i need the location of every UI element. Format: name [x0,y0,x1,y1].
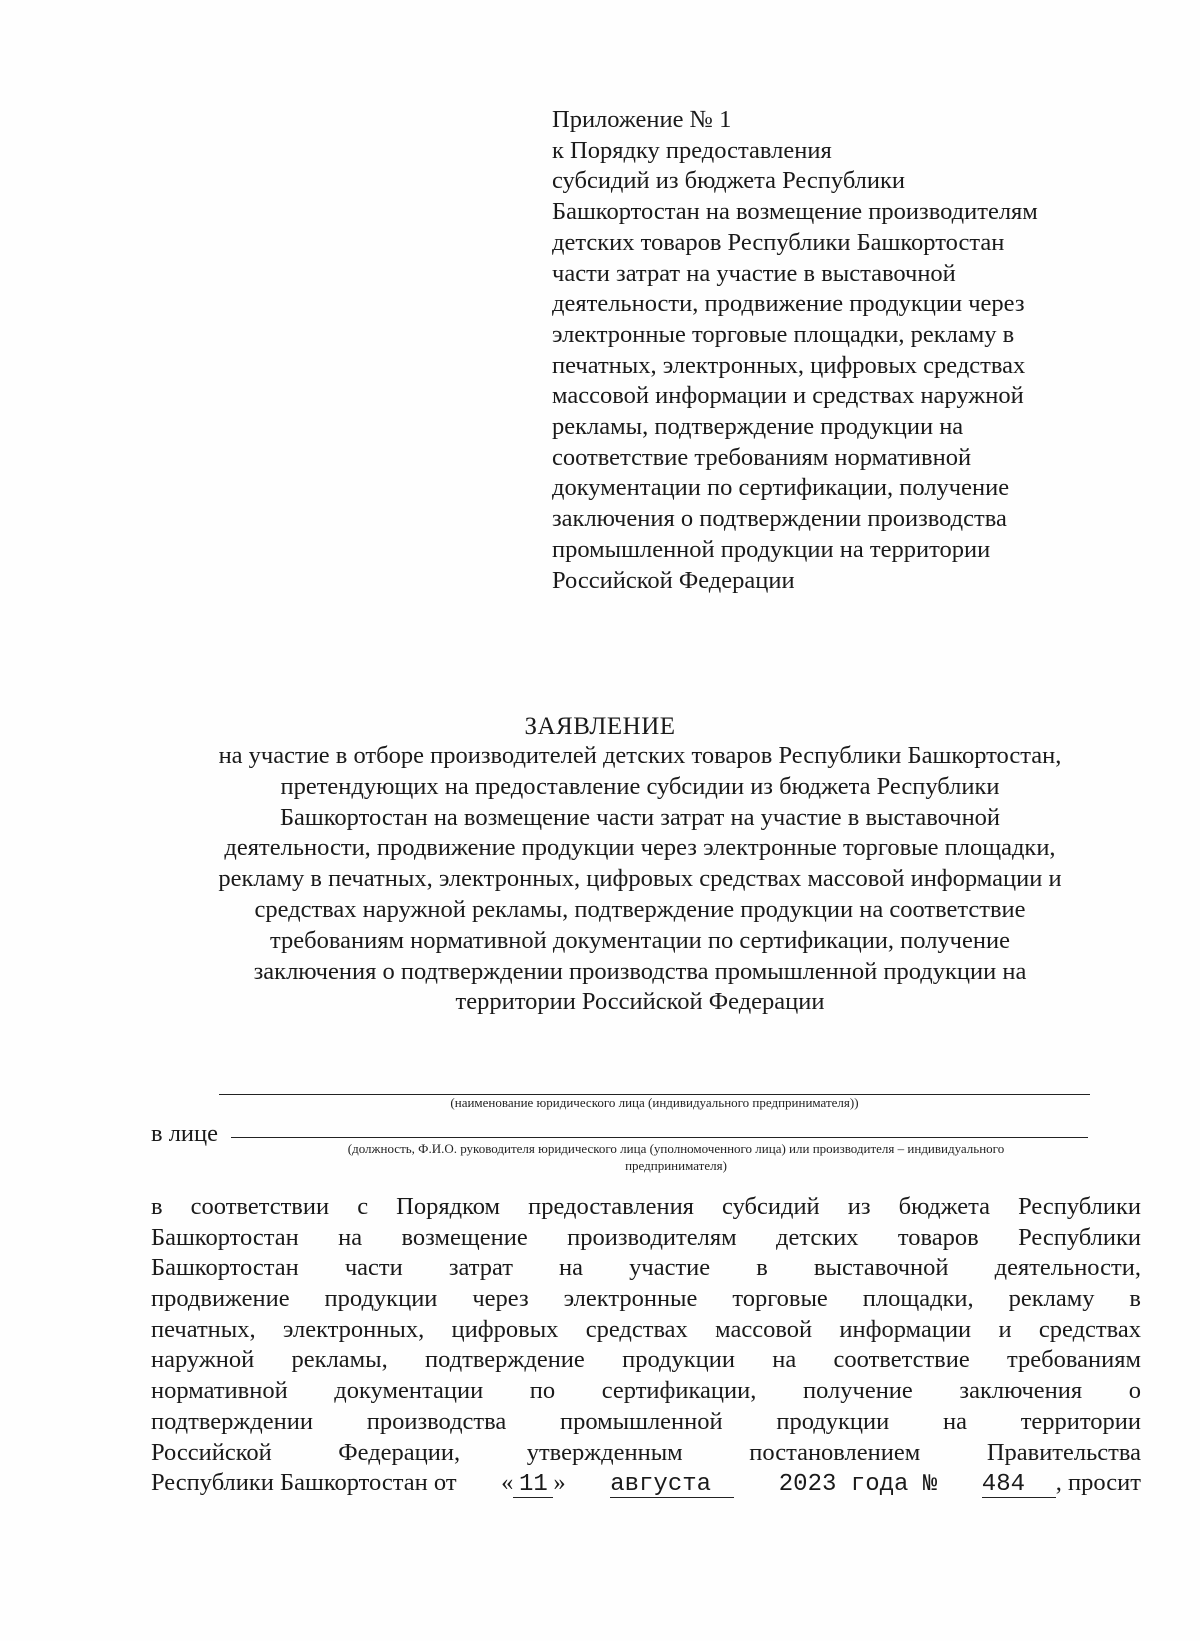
body-line: нормативной документации по сертификации, получение заключения о [151,1377,1141,1405]
appendix-line: массовой информации и средствах наружной [552,382,1024,410]
appendix-line: рекламы, подтверждение продукции на [552,413,964,441]
resolution-number-field[interactable]: 484 [982,1473,1056,1498]
subtitle-line: средствах наружной рекламы, подтверждение продукции на соответствие [254,895,1026,923]
appendix-line: Российской Федерации [552,566,795,594]
body-line: Российской Федерации, утвержденным постановлением Правительства [151,1438,1141,1466]
body-line: в соответствии с Порядком предоставления субсидий из бюджета Республики [151,1193,1141,1220]
appendix-line: электронные торговые площадки, рекламу в [552,320,1015,348]
representative-fill-line[interactable] [231,1137,1088,1138]
quote-open: « [501,1469,514,1497]
appendix-line: деятельности, продвижение продукции через [552,290,1025,318]
body-line: печатных, электронных, цифровых средствах массовой информации и средствах [151,1315,1141,1343]
quote-close: » [553,1469,566,1497]
resolution-day-field[interactable]: 11 [513,1473,553,1498]
body-line: Башкортостан на возмещение производителям детских товаров Республики [151,1223,1141,1251]
body-line: подтверждении производства промышленной продукции на территории [151,1407,1141,1435]
body-paragraph [151,1192,1141,1499]
subtitle-line: заключения о подтверждении производства промышленной продукции на [253,957,1027,985]
subtitle-line: рекламу в печатных, электронных, цифровых средствах массовой информации и [218,865,1062,893]
appendix-line: детских товаров Республики Башкортостан [552,228,1005,256]
resolution-month-field[interactable]: августа [610,1473,734,1498]
resolution-year-text: 2023 года № [778,1471,938,1499]
appendix-line: соответствие требованиям нормативной [552,443,972,471]
appendix-line: печатных, электронных, цифровых средствах [552,351,1026,379]
entity-name-caption: (наименование юридического лица (индивидуального предпринимателя)) [450,1095,859,1110]
subtitle-line: на участие в отборе производителей детских товаров Республики Башкортостан, [218,742,1062,769]
appendix-line: субсидий из бюджета Республики [552,167,906,195]
resolution-prefix: Республики Башкортостан от [151,1469,457,1497]
appendix-line: к Порядку предоставления [552,136,832,164]
subtitle-line: Башкортостан на возмещение части затрат на участие в выставочной [279,803,1001,831]
subtitle-line: территории Российской Федерации [455,988,825,1016]
body-line-with-fields [151,1468,1141,1499]
appendix-line: Башкортостан на возмещение производителям [552,198,1038,226]
appendix-line: промышленной продукции на территории [552,535,991,563]
body-line: Башкортостан части затрат на участие в выставочной деятельности, [151,1254,1141,1282]
subtitle-line: требованиям нормативной документации по сертификации, получение [270,926,1010,954]
body-line: наружной рекламы, подтверждение продукции на соответствие требованиям [151,1346,1141,1374]
subtitle-line: претендующих на предоставление субсидии из бюджета Республики [280,772,1000,800]
document-subtitle [140,741,1140,1018]
body-line: продвижение продукции через электронные торговые площадки, рекламу в [151,1285,1141,1313]
appendix-line: части затрат на участие в выставочной [552,259,956,287]
representative-caption-line-1: (должность, Ф.И.О. руководителя юридического лица (уполномоченного лица) или производителя – индивидуального [347,1141,1005,1156]
subtitle-line: деятельности, продвижение продукции через электронные торговые площадки, [224,834,1056,862]
v-lice-label: в лице [151,1120,219,1147]
appendix-line: документации по сертификации, получение [552,474,1010,502]
appendix-line: Приложение № 1 [552,106,732,133]
document-title: ЗАЯВЛЕНИЕ [524,713,676,740]
appendix-header [552,105,1152,596]
representative-caption-line-2: предпринимателя) [625,1158,727,1173]
resolution-date [501,1468,566,1499]
resolution-suffix: , просит [1055,1469,1141,1497]
appendix-line: заключения о подтверждении производства [552,505,1007,533]
